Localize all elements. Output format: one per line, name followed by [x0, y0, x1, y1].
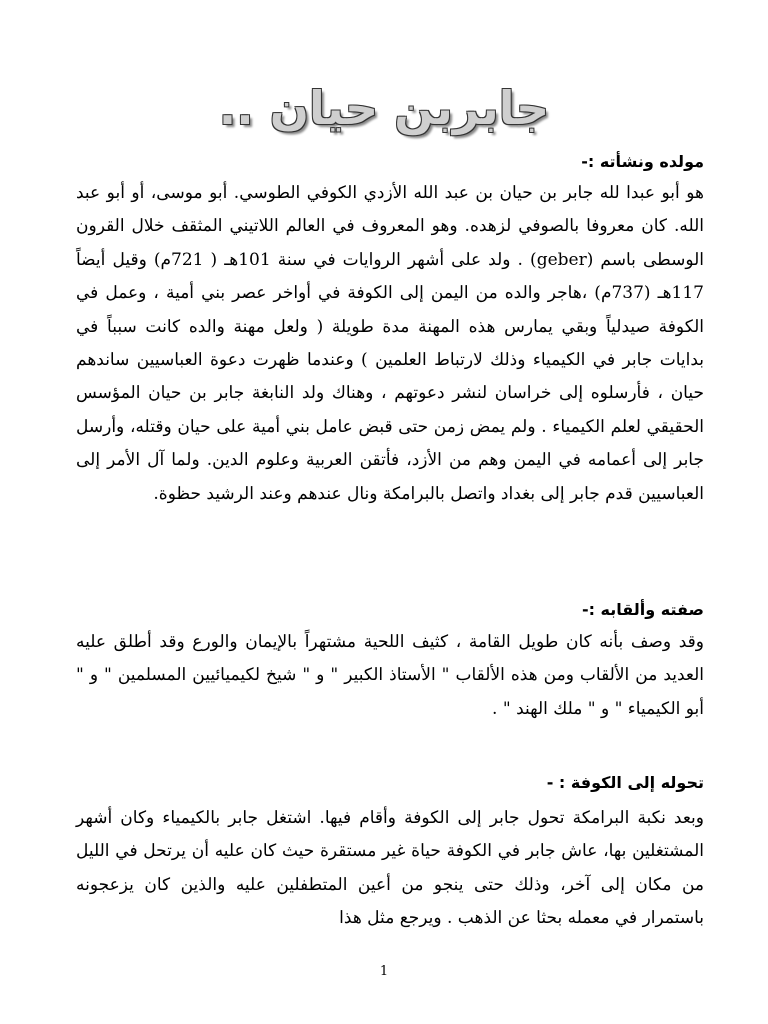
page-number: 1	[379, 964, 389, 979]
section-paragraph-birth: هو أبو عبدا لله جابر بن حيان بن عبد الله الأزدي الكوفي الطوسي. أبو موسى، أو أبو عبد الله. كان معروفا بالصوفي لزهده. وهو المعروف في العالم اللاتيني المثقف خلال القرون الوسطى باسم (geber) . ولد على أشهر الروايات في سنة 101هـ ( 721م) وقيل أيضاً 117هـ (737م) ،هاجر والده من اليمن إلى الكوفة في أواخر عصر بني أمية ، وعمل في الكوفة صيدلياً وبقي يمارس هذه المهنة مدة طويلة ( ولعل مهنة والده كانت سبباً في بدايات جابر في الكيمياء وذلك لارتباط العلمين ) وعندما ظهرت دعوة العباسيين ساندهم حيان ، فأرسلوه إلى خراسان لنشر دعوتهم ، وهناك ولد النابغة جابر بن حيان المؤسس الحقيقي لعلم الكيمياء . ولم يمض زمن حتى قبض عامل بني أمية على حيان وقتله، وأرسل جابر إلى أعمامه في اليمن وهم من الأزد، فأتقن العربية وعلوم الدين. ولما آل الأمر إلى العباسيين قدم جابر إلى بغداد واتصل بالبرامكة ونال عندهم وعند الرشيد حظوة.	[76, 183, 705, 504]
section-heading-titles: صفته وألقابه :-	[581, 600, 704, 619]
section-heading-kufa: تحوله إلى الكوفة : -	[546, 773, 704, 792]
section-paragraph-kufa: وبعد نكبة البرامكة تحول جابر إلى الكوفة وأقام فيها. اشتغل جابر بالكيمياء وكان أشهر المشتغلين بها، عاش جابر في الكوفة حياة غير مستقرة حيث كان عليه أن يرتحل في الليل من مكان إلى آخر، وذلك حتى ينجو من أعين المتطفلين عليه والذين كان يزعجونه باستمرار في معمله بحثا عن الذهب . ويرجع مثل هذا	[76, 808, 704, 929]
section-heading-birth: مولده ونشأته :-	[581, 152, 704, 171]
page-title: جابربن حيان ..	[218, 81, 550, 135]
section-paragraph-titles: وقد وصف بأنه كان طويل القامة ، كثيف اللحية مشتهراً بالإيمان والورع وقد أطلق عليه العديد من الألقاب ومن هذه الألقاب " الأستاذ الكبير " و " شيخ لكيميائيين المسلمين " و " أبو الكيمياء " و " ملك الهند " .	[76, 632, 704, 719]
